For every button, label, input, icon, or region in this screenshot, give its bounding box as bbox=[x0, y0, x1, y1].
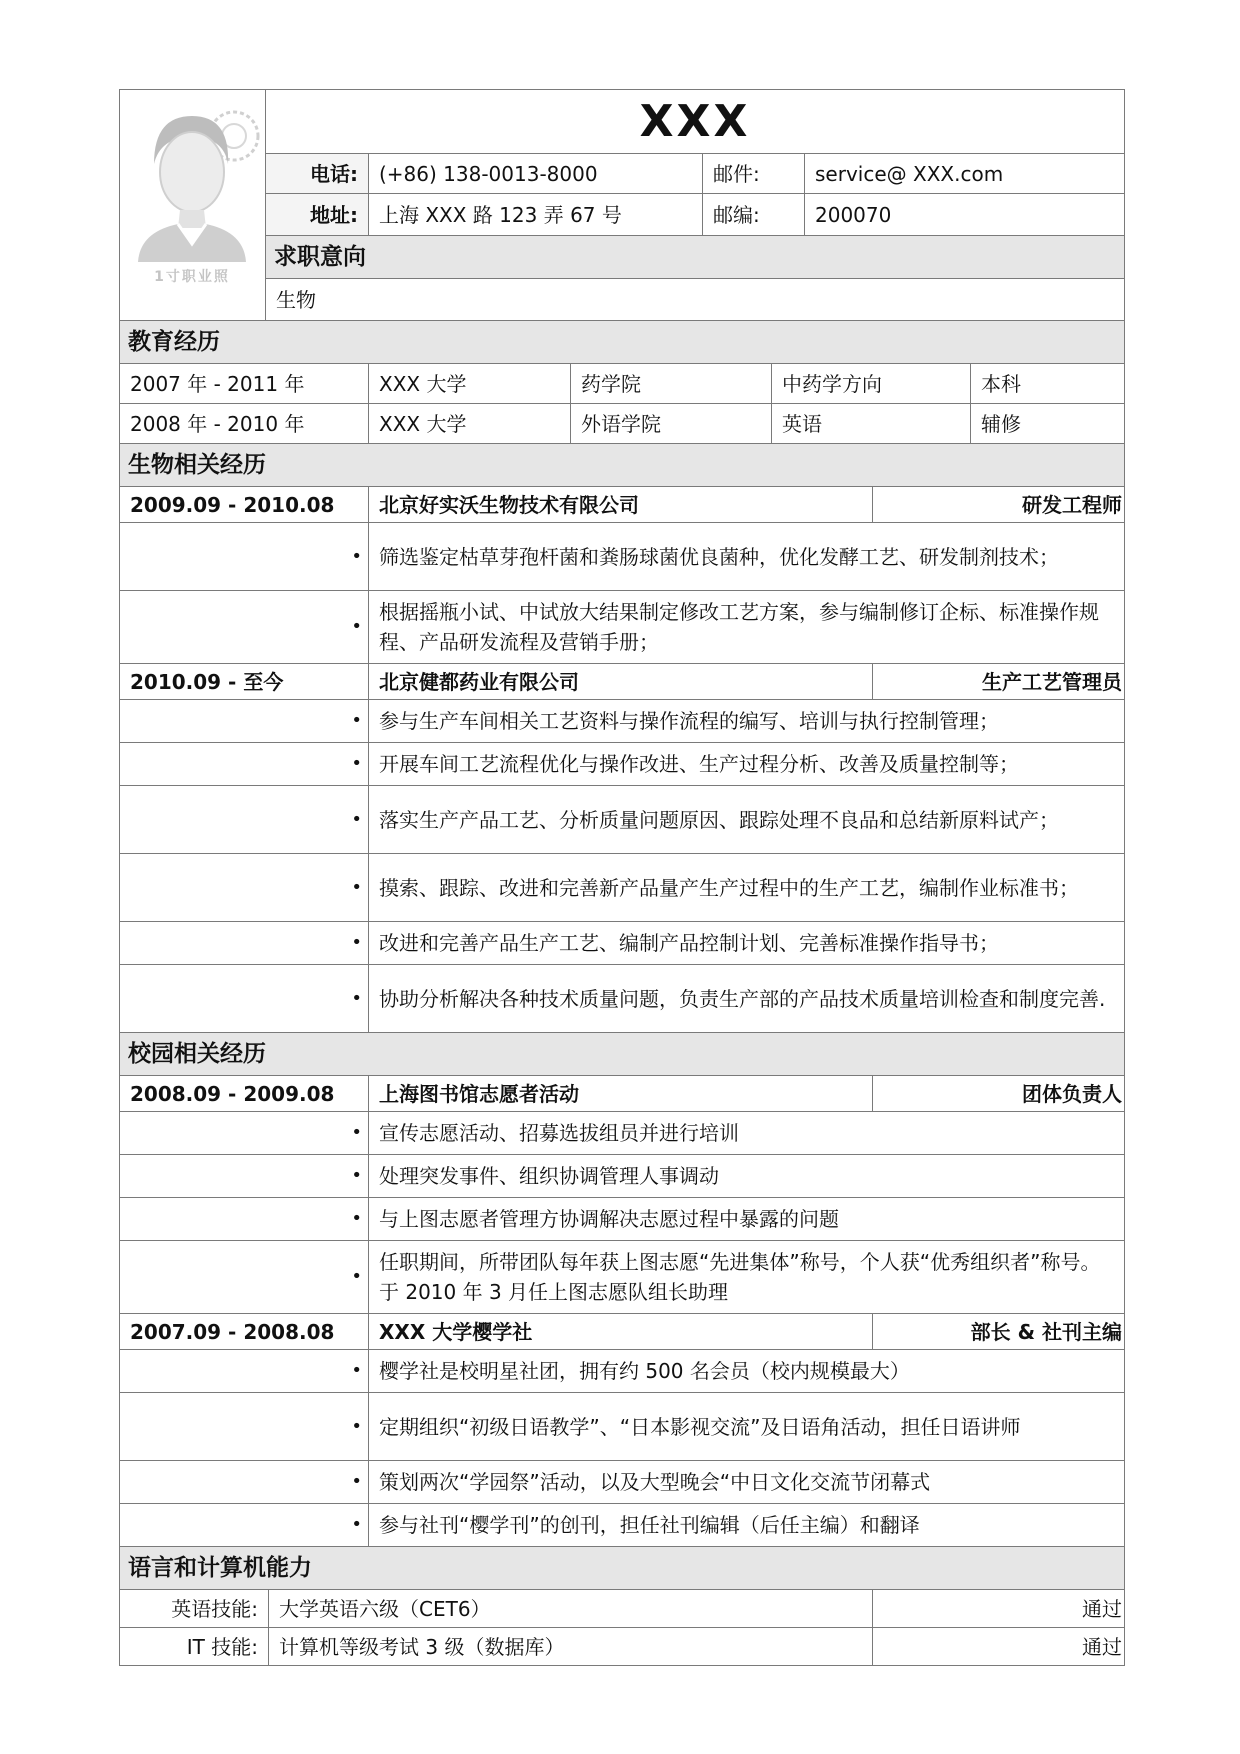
duty-text: 宣传志愿活动、招募选拔组员并进行培训 bbox=[369, 1112, 1125, 1155]
experience-table bbox=[119, 443, 1125, 1547]
list-item bbox=[120, 1241, 1125, 1314]
job-role: 生产工艺管理员 bbox=[873, 664, 1125, 700]
bullet: • bbox=[120, 523, 369, 591]
campus-experience-heading: 校园相关经历 bbox=[120, 1033, 1125, 1076]
job-role: 部长 & 社刊主编 bbox=[873, 1314, 1125, 1350]
photo-label: 1寸职业照 bbox=[154, 269, 230, 285]
list-item bbox=[120, 700, 1125, 743]
job-header-row bbox=[120, 487, 1125, 523]
bullet: • bbox=[120, 700, 369, 743]
education-heading: 教育经历 bbox=[120, 321, 1125, 364]
job-organization: XXX 大学樱学社 bbox=[369, 1314, 873, 1350]
list-item bbox=[120, 1393, 1125, 1461]
duty-text: 任职期间，所带团队每年获上图志愿“先进集体”称号，个人获“优秀组织者”称号。于 2010 年 3 月任上图志愿队组长助理 bbox=[369, 1241, 1125, 1314]
resume-sheet bbox=[119, 89, 1124, 1666]
bullet: • bbox=[120, 591, 369, 664]
duty-text: 樱学社是校明星社团，拥有约 500 名会员（校内规模最大） bbox=[369, 1350, 1125, 1393]
list-item bbox=[120, 1112, 1125, 1155]
education-major: 英语 bbox=[772, 404, 971, 444]
bullet: • bbox=[120, 1350, 369, 1393]
avatar-placeholder-icon bbox=[124, 94, 260, 290]
education-school: XXX 大学 bbox=[369, 364, 571, 404]
job-header-row bbox=[120, 1314, 1125, 1350]
list-item bbox=[120, 1504, 1125, 1547]
address-label: 地址: bbox=[266, 194, 369, 236]
duty-text: 开展车间工艺流程优化与操作改进、生产过程分析、改善及质量控制等； bbox=[369, 743, 1125, 786]
education-period: 2007 年 - 2011 年 bbox=[120, 364, 369, 404]
bio-experience-heading: 生物相关经历 bbox=[120, 444, 1125, 487]
job-header-row bbox=[120, 1076, 1125, 1112]
objective-value: 生物 bbox=[266, 279, 1125, 321]
education-major: 中药学方向 bbox=[772, 364, 971, 404]
bullet: • bbox=[120, 965, 369, 1033]
duty-text: 协助分析解决各种技术质量问题，负责生产部的产品技术质量培训检查和制度完善. bbox=[369, 965, 1125, 1033]
duty-text: 与上图志愿者管理方协调解决志愿过程中暴露的问题 bbox=[369, 1198, 1125, 1241]
list-item bbox=[120, 965, 1125, 1033]
job-organization: 上海图书馆志愿者活动 bbox=[369, 1076, 873, 1112]
list-item bbox=[120, 1461, 1125, 1504]
skill-label: IT 技能: bbox=[120, 1628, 269, 1666]
duty-text: 策划两次“学园祭”活动，以及大型晚会“中日文化交流节闭幕式 bbox=[369, 1461, 1125, 1504]
list-item bbox=[120, 591, 1125, 664]
bullet: • bbox=[120, 1241, 369, 1314]
zip-value: 200070 bbox=[805, 194, 1125, 236]
list-item bbox=[120, 854, 1125, 922]
job-role: 研发工程师 bbox=[873, 487, 1125, 523]
job-role: 团体负责人 bbox=[873, 1076, 1125, 1112]
job-period: 2007.09 - 2008.08 bbox=[120, 1314, 369, 1350]
objective-heading: 求职意向 bbox=[266, 236, 1125, 279]
list-item bbox=[120, 1350, 1125, 1393]
skills-heading: 语言和计算机能力 bbox=[120, 1547, 1125, 1590]
phone-label: 电话: bbox=[266, 154, 369, 194]
duty-text: 改进和完善产品生产工艺、编制产品控制计划、完善标准操作指导书； bbox=[369, 922, 1125, 965]
job-period: 2008.09 - 2009.08 bbox=[120, 1076, 369, 1112]
bullet: • bbox=[120, 1504, 369, 1547]
education-row bbox=[120, 364, 1125, 404]
duty-text: 参与生产车间相关工艺资料与操作流程的编写、培训与执行控制管理； bbox=[369, 700, 1125, 743]
bullet: • bbox=[120, 743, 369, 786]
email-label: 邮件: bbox=[703, 154, 805, 194]
duty-text: 定期组织“初级日语教学”、“日本影视交流”及日语角活动，担任日语讲师 bbox=[369, 1393, 1125, 1461]
zip-label: 邮编: bbox=[703, 194, 805, 236]
skill-value: 计算机等级考试 3 级（数据库） bbox=[269, 1628, 873, 1666]
list-item bbox=[120, 1198, 1125, 1241]
bullet: • bbox=[120, 922, 369, 965]
skill-row bbox=[120, 1590, 1125, 1628]
photo-cell bbox=[120, 90, 266, 321]
skills-table bbox=[119, 1546, 1125, 1666]
address-value: 上海 XXX 路 123 弄 67 号 bbox=[369, 194, 703, 236]
skill-status: 通过 bbox=[873, 1628, 1125, 1666]
education-college: 药学院 bbox=[571, 364, 772, 404]
skill-value: 大学英语六级（CET6） bbox=[269, 1590, 873, 1628]
duty-text: 摸索、跟踪、改进和完善新产品量产生产过程中的生产工艺，编制作业标准书； bbox=[369, 854, 1125, 922]
duty-text: 根据摇瓶小试、中试放大结果制定修改工艺方案，参与编制修订企标、标准操作规程、产品研发流程及营销手册； bbox=[369, 591, 1125, 664]
education-school: XXX 大学 bbox=[369, 404, 571, 444]
list-item bbox=[120, 1155, 1125, 1198]
bullet: • bbox=[120, 1155, 369, 1198]
education-row bbox=[120, 404, 1125, 444]
candidate-name: XXX bbox=[266, 90, 1125, 154]
job-organization: 北京好实沃生物技术有限公司 bbox=[369, 487, 873, 523]
header-table bbox=[119, 89, 1125, 321]
education-degree: 辅修 bbox=[971, 404, 1125, 444]
bullet: • bbox=[120, 1112, 369, 1155]
bullet: • bbox=[120, 786, 369, 854]
list-item bbox=[120, 523, 1125, 591]
list-item bbox=[120, 743, 1125, 786]
job-header-row bbox=[120, 664, 1125, 700]
email-value: service@ XXX.com bbox=[805, 154, 1125, 194]
duty-text: 处理突发事件、组织协调管理人事调动 bbox=[369, 1155, 1125, 1198]
bullet: • bbox=[120, 1393, 369, 1461]
job-period: 2009.09 - 2010.08 bbox=[120, 487, 369, 523]
education-college: 外语学院 bbox=[571, 404, 772, 444]
skill-label: 英语技能: bbox=[120, 1590, 269, 1628]
phone-value: (+86) 138-0013-8000 bbox=[369, 154, 703, 194]
duty-text: 落实生产产品工艺、分析质量问题原因、跟踪处理不良品和总结新原料试产； bbox=[369, 786, 1125, 854]
duty-text: 筛选鉴定枯草芽孢杆菌和粪肠球菌优良菌种，优化发酵工艺、研发制剂技术； bbox=[369, 523, 1125, 591]
bullet: • bbox=[120, 1461, 369, 1504]
list-item bbox=[120, 922, 1125, 965]
skill-row bbox=[120, 1628, 1125, 1666]
education-degree: 本科 bbox=[971, 364, 1125, 404]
bullet: • bbox=[120, 854, 369, 922]
job-organization: 北京健都药业有限公司 bbox=[369, 664, 873, 700]
bullet: • bbox=[120, 1198, 369, 1241]
education-period: 2008 年 - 2010 年 bbox=[120, 404, 369, 444]
skill-status: 通过 bbox=[873, 1590, 1125, 1628]
education-table bbox=[119, 320, 1125, 444]
duty-text: 参与社刊“樱学刊”的创刊，担任社刊编辑（后任主编）和翻译 bbox=[369, 1504, 1125, 1547]
list-item bbox=[120, 786, 1125, 854]
job-period: 2010.09 - 至今 bbox=[120, 664, 369, 700]
